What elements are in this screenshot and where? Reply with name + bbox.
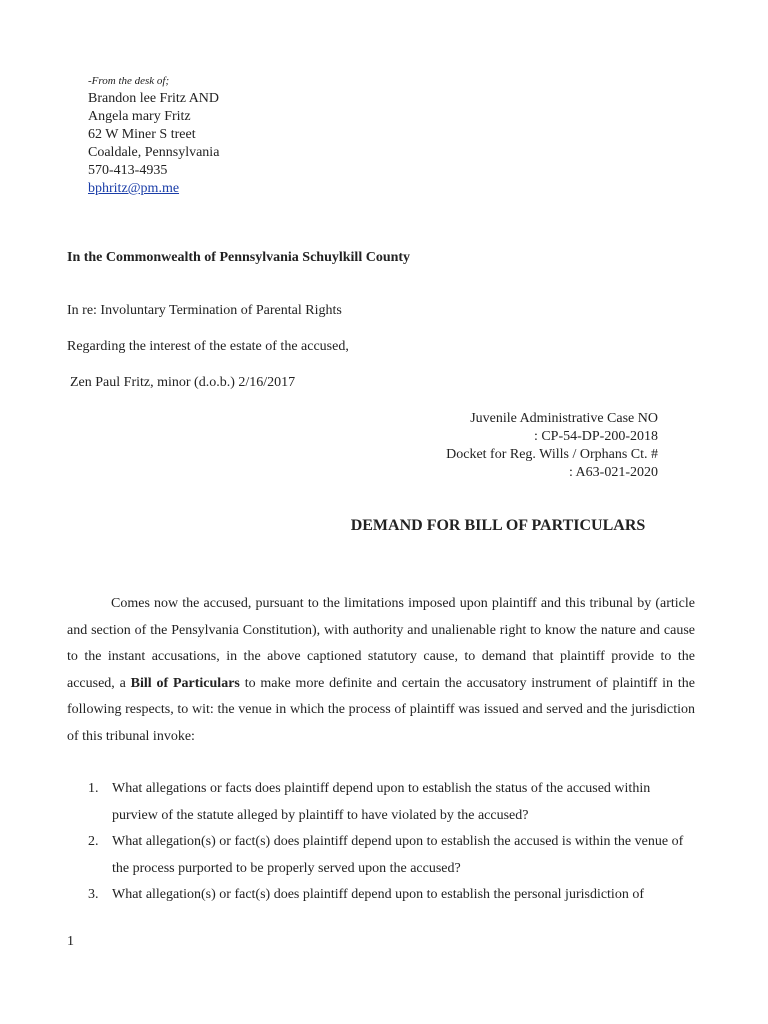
list-item-text: What allegation(s) or fact(s) does plaintiff depend upon to establish the personal jurisdiction of	[112, 887, 644, 902]
sender-phone: 570-413-4935	[88, 163, 168, 178]
sender-names-line1: Brandon lee Fritz AND	[88, 91, 220, 106]
sender-email-link[interactable]: bphritz@pm.me	[88, 181, 180, 196]
case-label: Juvenile Administrative Case NO	[470, 411, 658, 426]
body-text-part2: to make more definite and certain the accusatory instrument of plaintiff in the following respects, to wit: the venue in which the process of plaintiff was issued and served and the jurisdiction of this tribunal invoke:	[67, 675, 695, 744]
sender-city: Coaldale, Pennsylvania	[88, 145, 220, 160]
from-desk-label: -From the desk of;	[88, 75, 170, 87]
case-info-block	[446, 410, 658, 482]
body-text-part1: Comes now the accused, pursuant to the limitations imposed upon plaintiff and this tribunal by (article and section of the Pensylvania Constitution), with authority and unalienable right to know the nature and cause to the instant accusations, in the above captioned statutory cause, to demand that plaintiff provide to the accused, a	[67, 596, 695, 691]
body-paragraph	[67, 591, 695, 750]
docket-label: Docket for Reg. Wills / Orphans Ct. #	[446, 447, 658, 462]
list-item-text: What allegations or facts does plaintiff depend upon to establish the status of the accused within purview of the statute alleged by plaintiff to have violated by the accused?	[112, 781, 651, 823]
sender-block	[88, 72, 219, 198]
case-number: : CP-54-DP-200-2018	[533, 429, 658, 444]
minor-line: Zen Paul Fritz, minor (d.o.b.) 2/16/2017	[70, 375, 296, 390]
list-item-number: 1.	[88, 781, 99, 796]
sender-street: 62 W Miner S treet	[88, 127, 196, 142]
list-item	[88, 776, 698, 829]
list-item-number: 3.	[88, 887, 99, 902]
numbered-list	[88, 776, 698, 909]
in-re-line: In re: Involuntary Termination of Parental Rights	[67, 303, 342, 318]
document-title: DEMAND FOR BILL OF PARTICULARS	[350, 517, 646, 534]
list-item-number: 2.	[88, 834, 99, 849]
body-text-bold: Bill of Particulars	[130, 675, 240, 691]
court-heading: In the Commonwealth of Pennsylvania Schuylkill County	[67, 250, 411, 265]
docket-number: : A63-021-2020	[568, 465, 658, 480]
list-item	[88, 882, 698, 909]
page-number: 1	[67, 934, 74, 949]
list-item-text: What allegation(s) or fact(s) does plaintiff depend upon to establish the accused is within the venue of the process purported to be properly served upon the accused?	[112, 834, 684, 876]
list-item	[88, 829, 698, 882]
regarding-line: Regarding the interest of the estate of the accused,	[67, 339, 349, 354]
sender-names-line2: Angela mary Fritz	[88, 109, 191, 124]
